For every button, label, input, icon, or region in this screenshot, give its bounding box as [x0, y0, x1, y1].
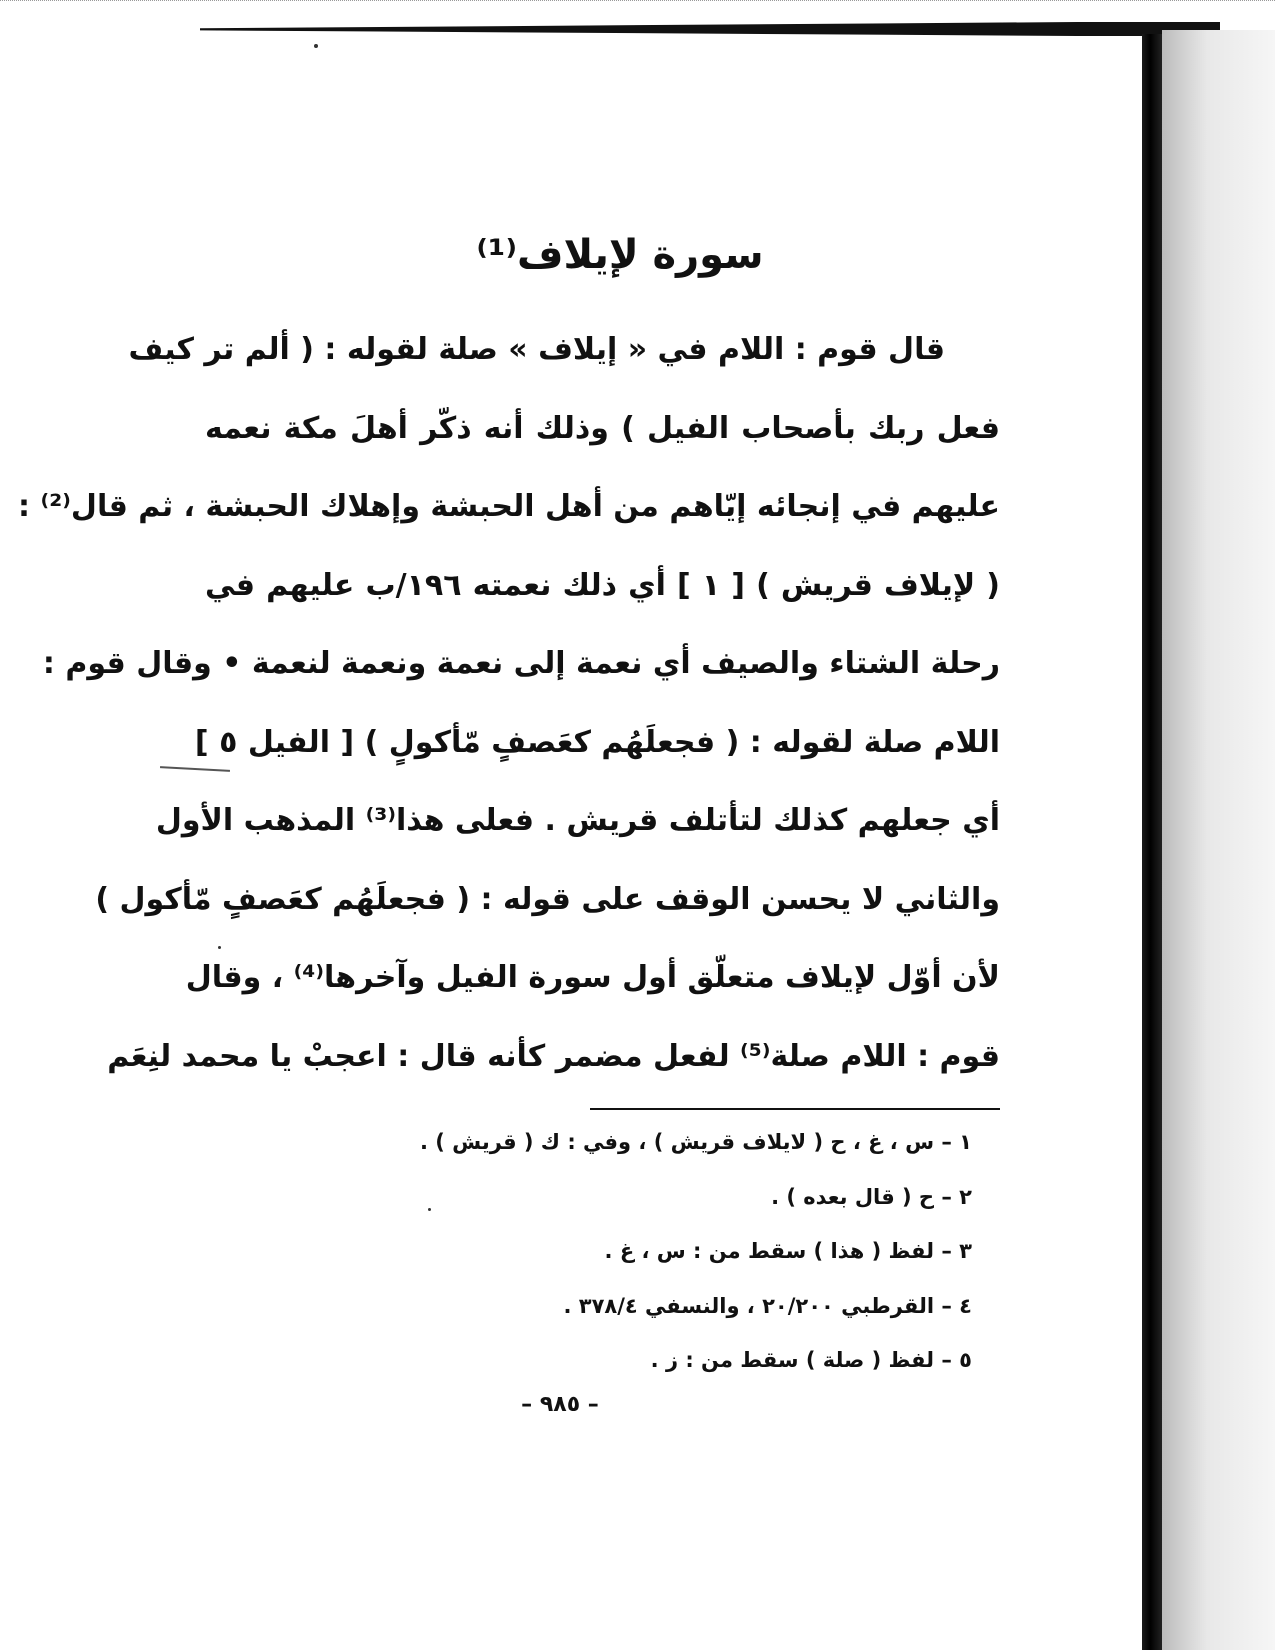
text-line-1: قال قوم : اللام في « إيلاف » صلة لقوله : ( ألم تر كيف [128, 332, 945, 367]
page-gutter [1162, 30, 1275, 1650]
footnote-2: ٢ – ح ( قال بعده ) . [771, 1184, 972, 1209]
body-text [18, 330, 1000, 1115]
text-line-3: عليهم في إنجائه إيّاهم من أهل الحبشة وإهلاك الحبشة ، ثم قال⁽²⁾ : [18, 489, 1000, 524]
text-line-8: والثاني لا يحسن الوقف على قوله : ( فجعلَهُم كعَصفٍ مّأكول ) [95, 881, 1000, 917]
text-line-6: اللام صلة لقوله : ( فجعلَهُم كعَصفٍ مّأكولٍ ) [ الفيل ٥ ] [194, 724, 1000, 760]
scan-speck [428, 1208, 431, 1211]
text-line-7: أي جعلهم كذلك لتأتلف قريش . فعلى هذا⁽³⁾ المذهب الأول [155, 803, 1000, 838]
text-line-4: ( لإيلاف قريش ) [ ١ ] أي ذلك نعمته ١٩٦/ب عليهم في [205, 567, 1000, 603]
text-line-10: قوم : اللام صلة⁽⁵⁾ لفعل مضمر كأنه قال : اعجبْ يا محمد لنِعَم [107, 1038, 1000, 1074]
page-number: – ٩٨٥ – [521, 1392, 599, 1417]
footnotes [420, 1122, 972, 1395]
text-line-2: فعل ربك بأصحاب الفيل ) وذلك أنه ذكّر أهلَ مكة نعمه [205, 410, 1000, 446]
book-spine-shadow [1142, 34, 1162, 1650]
footnote-3: ٣ – لفظ ( هذا ) سقط من : س ، غ . [604, 1239, 972, 1263]
text-line-5: رحلة الشتاء والصيف أي نعمة إلى نعمة ونعمة لنعمة • وقال قوم : [42, 646, 1000, 681]
scan-top-edge [0, 0, 1275, 7]
footnote-5: ٥ – لفظ ( صلة ) سقط من : ز . [650, 1348, 972, 1372]
footnote-separator [590, 1108, 1000, 1110]
footnote-1: ١ – س ، غ ، ح ( لايلاف قريش ) ، وفي : ك ( قريش ) . [419, 1130, 972, 1154]
top-rule [200, 22, 1220, 36]
text-line-9: لأن أوّل لإيلاف متعلّق أول سورة الفيل وآخرها⁽⁴⁾ ، وقال [185, 960, 1000, 995]
footnote-4: ٤ – القرطبي ٢٠/٢٠٠ ، والنسفي ٣٧٨/٤ . [563, 1293, 972, 1318]
scan-speck [314, 44, 318, 48]
scan-speck [218, 946, 221, 949]
surah-title: سورة لإيلاف⁽¹⁾ [476, 232, 764, 278]
